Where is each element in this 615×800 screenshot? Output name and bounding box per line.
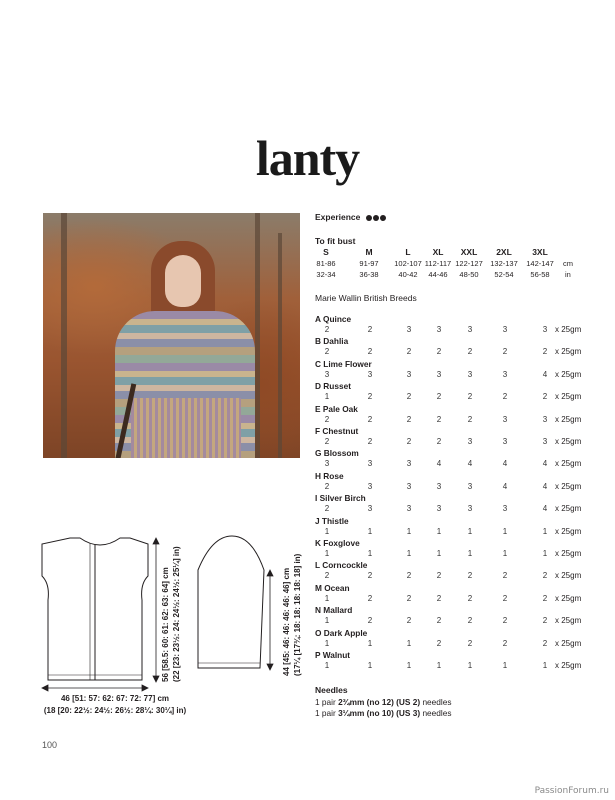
yarn-qty: 3: [467, 481, 473, 491]
sleeve-schematic: [198, 536, 264, 668]
yarn-qty: 3: [367, 504, 373, 514]
yarn-qty: 1: [324, 392, 330, 402]
bust-in-5: 52-54: [494, 270, 514, 279]
yarn-qty: 2: [436, 347, 442, 357]
size-label-4: XXL: [460, 247, 478, 257]
yarn-qty: 2: [367, 437, 373, 446]
yarn-qty: 2: [367, 414, 373, 424]
yarn-name: G Blossom: [315, 448, 359, 459]
bust-in-6: 56-58: [530, 270, 550, 279]
yarn-qty: 1: [467, 549, 473, 558]
yarn-unit: x 25gm: [555, 549, 582, 558]
yarn-qty: 2: [324, 437, 330, 446]
yarn-qty: 2: [367, 392, 373, 402]
yarn-qty: 2: [467, 593, 473, 603]
yarn-qty: 1: [367, 526, 373, 536]
yarn-qty: 2: [406, 414, 412, 424]
width-cm: 46 [51: 57: 62: 67: 72: 77] cm: [60, 694, 170, 703]
yarn-qty: 2: [436, 571, 442, 581]
yarn-unit: x 25gm: [555, 414, 582, 424]
size-label-1: M: [365, 247, 373, 257]
yarn-qty: 3: [367, 481, 373, 491]
yarn-qty: 2: [467, 392, 473, 402]
yarn-qty: 3: [406, 459, 412, 469]
yarn-qty: 3: [406, 481, 412, 491]
sleeve-length-in: (17¼ [17¾: 18: 18: 18: 18: 18] in): [293, 553, 302, 676]
size-label-5: 2XL: [496, 247, 512, 257]
yarn-qty: 3: [324, 369, 330, 379]
yarn-name: L Corncockle: [315, 560, 368, 571]
yarn-qty: 1: [542, 549, 548, 558]
yarn-name: K Foxglove: [315, 538, 360, 548]
yarn-name: M Ocean: [315, 582, 350, 593]
yarn-name: H Rose: [315, 470, 344, 481]
yarn-qty: 4: [502, 481, 508, 491]
bust-cm-unit: cm: [563, 259, 573, 268]
yarn-unit: x 25gm: [555, 661, 582, 670]
yarn-unit: x 25gm: [555, 481, 582, 491]
yarn-unit: x 25gm: [555, 638, 582, 648]
bust-cm-2: 102-107: [394, 259, 422, 268]
yarn-qty: 4: [467, 459, 473, 469]
bust-cm-3: 112-117: [424, 259, 452, 268]
yarn-name: I Silver Birch: [315, 493, 366, 504]
yarn-qty: 2: [502, 638, 508, 648]
sleeve-length-cm: 44 [45: 46: 46: 46: 46: 46] cm: [282, 567, 291, 676]
yarn-unit: x 25gm: [555, 504, 582, 514]
yarn-name: F Chestnut: [315, 426, 359, 436]
yarn-qty: 2: [436, 616, 442, 626]
body-length-cm: 56 [58.5: 60: 61: 62: 63: 64] cm: [161, 567, 170, 682]
yarn-qty: 2: [467, 571, 473, 581]
yarn-qty: 2: [542, 638, 548, 648]
yarn-qty: 2: [467, 414, 473, 424]
yarn-name: A Quince: [315, 314, 352, 324]
experience-row: [315, 212, 387, 222]
yarn-qty: 3: [502, 325, 508, 334]
bust-cm-1: 91-97: [359, 259, 379, 268]
yarn-qty: 3: [324, 459, 330, 469]
yarn-unit: x 25gm: [555, 392, 582, 402]
yarn-qty: 2: [436, 414, 442, 424]
yarn-qty: 3: [436, 481, 442, 491]
yarn-qty: 2: [406, 392, 412, 402]
yarn-name: J Thistle: [315, 515, 349, 526]
yarn-qty: 2: [367, 325, 373, 334]
needles-label: Needles: [315, 685, 348, 695]
yarn-qty: 1: [406, 549, 412, 558]
size-label-3: XL: [432, 247, 444, 257]
yarn-qty: 2: [324, 571, 330, 581]
yarn-qty: 1: [406, 638, 412, 648]
yarn-qty: 2: [542, 616, 548, 626]
bust-in-0: 32-34: [316, 270, 336, 279]
yarn-qty: 2: [406, 437, 412, 446]
bust-in-1: 36-38: [359, 270, 379, 279]
yarn-qty: 2: [467, 347, 473, 357]
yarn-qty: 1: [324, 549, 330, 558]
yarn-qty: 1: [324, 661, 330, 670]
yarn-qty: 2: [406, 616, 412, 626]
yarn-qty: 2: [406, 571, 412, 581]
bust-cm-5: 132-137: [490, 259, 518, 268]
needle-line-1: 1 pair 2¾mm (no 12) (US 2) needles: [315, 697, 452, 707]
yarn-unit: x 25gm: [555, 347, 582, 357]
yarn-unit: x 25gm: [555, 526, 582, 536]
yarn-qty: 2: [367, 593, 373, 603]
size-label-2: L: [405, 247, 411, 257]
yarn-unit: x 25gm: [555, 616, 582, 626]
yarn-name: O Dark Apple: [315, 627, 368, 638]
yarn-qty: 1: [436, 661, 442, 670]
yarn-qty: 1: [436, 526, 442, 536]
yarn-qty: 1: [406, 526, 412, 536]
yarn-qty: 4: [436, 459, 442, 469]
yarn-qty: 2: [542, 392, 548, 402]
yarn-qty: 2: [436, 593, 442, 603]
yarn-qty: 2: [406, 593, 412, 603]
yarn-qty: 1: [502, 526, 508, 536]
yarn-qty: 2: [436, 392, 442, 402]
yarn-qty: 1: [542, 661, 548, 670]
yarn-qty: 4: [542, 504, 548, 514]
yarn-qty: 4: [542, 481, 548, 491]
yarn-qty: 3: [467, 437, 473, 446]
needle-line-2: 1 pair 3¼mm (no 10) (US 3) needles: [315, 708, 452, 718]
yarn-qty: 2: [502, 571, 508, 581]
yarn-qty: 3: [502, 504, 508, 514]
yarn-name: P Walnut: [315, 650, 351, 660]
yarn-qty: 1: [467, 526, 473, 536]
yarn-qty: 3: [406, 504, 412, 514]
bust-in-2: 40-42: [398, 270, 418, 279]
yarn-qty: 3: [467, 325, 473, 334]
yarn-unit: x 25gm: [555, 571, 582, 581]
yarn-qty: 3: [406, 369, 412, 379]
yarn-qty: 2: [502, 616, 508, 626]
yarn-unit: x 25gm: [555, 593, 582, 603]
bust-cm-4: 122-127: [455, 259, 483, 268]
yarn-unit: x 25gm: [555, 325, 582, 334]
yarn-qty: 2: [324, 504, 330, 514]
yarn-qty: 2: [542, 571, 548, 581]
yarn-name: C Lime Flower: [315, 358, 372, 369]
experience-dots-icon: [366, 212, 387, 222]
page-number: 100: [42, 740, 58, 750]
bust-cm-6: 142-147: [526, 259, 554, 268]
width-in: (18 [20: 22½: 24½: 26½: 28¼: 30¼] in): [43, 706, 187, 715]
size-label-6: 3XL: [532, 247, 548, 257]
yarn-qty: 3: [436, 369, 442, 379]
yarn-name: N Mallard: [315, 605, 353, 616]
yarn-qty: 2: [367, 347, 373, 357]
yarn-qty: 1: [542, 526, 548, 536]
yarn-qty: 1: [367, 638, 373, 648]
yarn-qty: 1: [324, 526, 330, 536]
yarn-qty: 2: [324, 414, 330, 424]
pattern-title: lanty: [255, 130, 360, 186]
yarn-qty: 2: [324, 481, 330, 491]
yarn-qty: 3: [436, 504, 442, 514]
yarn-qty: 2: [324, 347, 330, 357]
bust-in-4: 48-50: [459, 270, 479, 279]
yarn-qty: 1: [502, 661, 508, 670]
yarn-name: D Russet: [315, 381, 351, 392]
body-length-in: (22 [23: 23½: 24: 24½: 24½: 25¼] in): [172, 546, 181, 682]
yarn-qty: 1: [324, 638, 330, 648]
yarn-unit: x 25gm: [555, 459, 582, 469]
yarn-qty: 3: [467, 504, 473, 514]
yarn-qty: 1: [436, 549, 442, 558]
yarn-qty: 3: [542, 437, 548, 446]
yarn-qty: 2: [467, 638, 473, 648]
bust-cm-0: 81-86: [316, 259, 336, 268]
yarn-qty: 3: [406, 325, 412, 334]
bust-in-unit: in: [565, 270, 571, 279]
yarn-qty: 2: [502, 392, 508, 402]
yarn-qty: 4: [542, 369, 548, 379]
model-photo: [43, 213, 300, 458]
size-label-0: S: [323, 247, 329, 257]
yarn-unit: x 25gm: [555, 437, 582, 446]
yarn-qty: 3: [467, 369, 473, 379]
yarn-qty: 1: [367, 549, 373, 558]
body-schematic: [42, 538, 148, 680]
fit-label: To fit bust: [315, 236, 356, 246]
yarn-qty: 3: [502, 437, 508, 446]
yarn-qty: 1: [406, 661, 412, 670]
yarn-qty: 3: [367, 369, 373, 379]
yarn-qty: 2: [436, 638, 442, 648]
yarn-qty: 1: [324, 616, 330, 626]
yarn-qty: 2: [436, 437, 442, 446]
yarn-qty: 3: [367, 459, 373, 469]
yarn-qty: 4: [542, 459, 548, 469]
yarn-qty: 2: [367, 571, 373, 581]
yarn-qty: 2: [467, 616, 473, 626]
yarn-unit: x 25gm: [555, 369, 582, 379]
yarn-qty: 3: [542, 325, 548, 334]
yarn-qty: 2: [542, 593, 548, 603]
yarn-qty: 3: [502, 369, 508, 379]
yarn-qty: 1: [467, 661, 473, 670]
yarn-brand: Marie Wallin British Breeds: [315, 293, 417, 303]
experience-label: Experience: [315, 212, 361, 222]
yarn-qty: 3: [436, 325, 442, 334]
yarn-name: E Pale Oak: [315, 403, 358, 414]
yarn-qty: 2: [502, 593, 508, 603]
yarn-qty: 1: [367, 661, 373, 670]
yarn-qty: 3: [542, 414, 548, 424]
yarn-qty: 2: [406, 347, 412, 357]
yarn-qty: 1: [502, 549, 508, 558]
yarn-qty: 1: [324, 593, 330, 603]
watermark: PassionForum.ru: [534, 786, 609, 796]
yarn-qty: 2: [542, 347, 548, 357]
yarn-qty: 3: [502, 414, 508, 424]
yarn-qty: 2: [324, 325, 330, 334]
yarn-qty: 4: [502, 459, 508, 469]
bust-in-3: 44-46: [428, 270, 448, 279]
yarn-qty: 2: [502, 347, 508, 357]
yarn-qty: 2: [367, 616, 373, 626]
yarn-name: B Dahlia: [315, 336, 349, 347]
